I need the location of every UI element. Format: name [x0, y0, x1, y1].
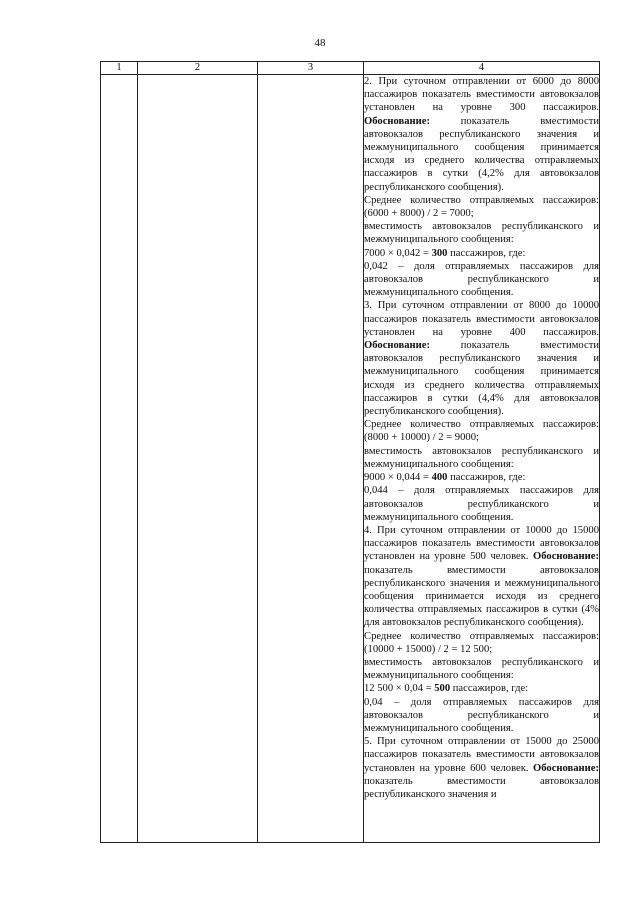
text-run: вместимость автовокзалов республиканского и межмуниципального сообщения: — [364, 221, 599, 246]
bold-text: 400 — [431, 472, 448, 484]
column-header-2: 2 — [138, 62, 258, 75]
bold-text: 300 — [431, 247, 448, 259]
bold-text: Обоснование: — [533, 762, 599, 774]
bold-text: Обоснование: — [364, 115, 430, 127]
cell-col-1 — [101, 75, 138, 843]
text-run: 7000 × 0,042 = — [364, 247, 432, 259]
paragraph — [364, 260, 599, 300]
text-run: Среднее количество отправляемых пассажиров: (6000 + 8000) / 2 = 7000; — [364, 194, 599, 220]
document-table — [100, 61, 600, 843]
text-run: вместимость автовокзалов республиканского и межмуниципального сообщения: — [364, 656, 599, 682]
paragraph — [364, 75, 599, 194]
text-run: 0,042 – доля отправляемых пассажиров для автовокзалов республиканского и межмуниципального сообщения. — [364, 260, 599, 299]
text-run: Среднее количество отправляемых пассажиров: (10000 + 15000) / 2 = 12 500; — [364, 630, 599, 655]
paragraph — [364, 445, 599, 471]
bold-text: 500 — [434, 683, 451, 695]
paragraph — [364, 696, 599, 736]
text-run: показатель вместимости автовокзалов республиканского значения и — [364, 775, 599, 800]
cell-col-4 — [364, 75, 600, 843]
table-header-row — [101, 62, 600, 75]
text-run: Среднее количество отправляемых пассажиров: (8000 + 10000) / 2 = 9000; — [364, 419, 599, 444]
text-run: показатель вместимости автовокзалов республиканского значения и межмуниципального сообщения принимается исходя из среднего количества отправляемых пассажиров в сутки (4% для автовокзалов республиканского сообщения). — [364, 564, 599, 629]
text-run: 3. При суточном отправлении от 8000 до 10000 пассажиров показатель вместимости автовокзалов установлен на уровне 400 пассажиров. — [364, 300, 599, 338]
text-run: показатель вместимости автовокзалов республиканского значения и межмуниципального сообщения принимается исходя из среднего количества отправляемых пассажиров в сутки (4,4% для автовокзалов республиканского сообщения). — [364, 340, 599, 418]
text-run: 0,044 – доля отправляемых пассажиров для автовокзалов республиканского и межмуниципального сообщения. — [364, 485, 599, 523]
text-run: 9000 × 0,044 = — [364, 472, 432, 484]
page-number: 48 — [314, 37, 326, 49]
text-run: 4. При суточном отправлении от 10000 до 15000 пассажиров показатель вместимости автовокзалов установлен на уровне 500 человек. — [364, 524, 599, 563]
text-run: вместимость автовокзалов республиканского и межмуниципального сообщения: — [364, 445, 599, 470]
cell-col-2 — [138, 75, 258, 843]
bold-text: Обоснование: — [533, 551, 599, 563]
paragraph — [364, 735, 599, 801]
text-run: 12 500 × 0,04 = — [364, 683, 435, 695]
bold-text: Обоснование: — [364, 340, 430, 352]
paragraph — [364, 418, 599, 444]
paragraph — [364, 682, 599, 695]
text-run: пассажиров, где: — [447, 247, 526, 259]
text-run: 0,04 – доля отправляемых пассажиров для автовокзалов республиканского и межмуниципального сообщения. — [364, 696, 599, 734]
text-run: пассажиров, где: — [447, 472, 526, 484]
text-run: 2. При суточном отправлении от 6000 до 8000 пассажиров показатель вместимости автовокзалов установлен на уровне 300 пассажиров. — [364, 76, 599, 114]
column-header-4: 4 — [364, 62, 600, 75]
paragraph — [364, 630, 599, 656]
paragraph — [364, 656, 599, 682]
table-row — [101, 75, 600, 843]
paragraph — [364, 194, 599, 220]
cell-col-3 — [258, 75, 364, 843]
paragraph — [364, 220, 599, 246]
paragraph — [364, 299, 599, 418]
paragraph — [364, 484, 599, 524]
text-run: 5. При суточном отправлении от 15000 до 25000 пассажиров показатель вместимости автовокзалов установлен на уровне 600 человек. — [364, 736, 599, 774]
text-run: показатель вместимости автовокзалов республиканского значения и межмуниципального сообщения принимается исходя из среднего количества отправляемых пассажиров в сутки (4,2% для автовокзалов республиканского сообщения). — [364, 115, 599, 193]
paragraph — [364, 524, 599, 630]
cell-col-4-text — [364, 75, 599, 801]
text-run: пассажиров, где: — [450, 683, 529, 695]
column-header-1: 1 — [101, 62, 138, 75]
paragraph — [364, 247, 599, 260]
column-header-3: 3 — [258, 62, 364, 75]
paragraph — [364, 471, 599, 484]
